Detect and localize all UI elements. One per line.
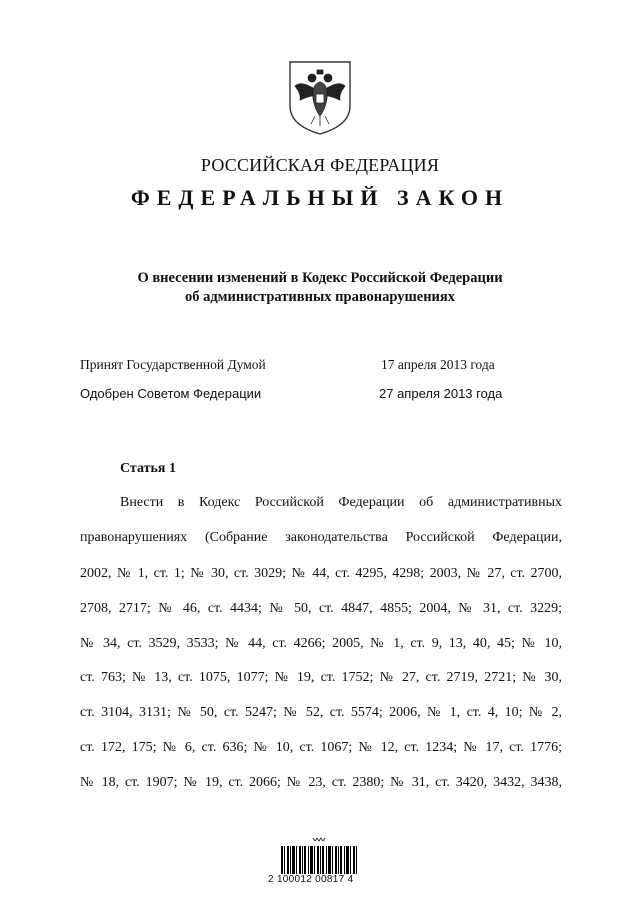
law-title-line: об административных правонарушениях [184, 289, 456, 305]
law-title-line: О внесении изменений в Кодекс Российской Федерации [137, 270, 503, 286]
article-text-line: Внести в Кодекс Российской Федерации об административных [120, 495, 562, 510]
barcode-number: 2 100012 00817 4 [268, 874, 354, 885]
barcode-icon [279, 836, 359, 874]
approved-date: 27 апреля 2013 года [379, 386, 503, 401]
article-text-line: № 34, ст. 3529, 3533; № 44, ст. 4266; 2005, № 1, ст. 9, 13, 40, 45; № 10, [80, 636, 562, 651]
article-text-line: правонарушениях (Собрание законодательства Российской Федерации, [80, 530, 562, 545]
article-text-line: ст. 763; № 13, ст. 1075, 1077; № 19, ст. 1752; № 27, ст. 2719, 2721; № 30, [80, 670, 562, 685]
adopted-date: 17 апреля 2013 года [381, 357, 495, 372]
article-text-line: 2002, № 1, ст. 1; № 30, ст. 3029; № 44, ст. 4295, 4298; 2003, № 27, ст. 2700, [80, 566, 562, 581]
article-heading: Статья 1 [120, 461, 176, 476]
coat-of-arms-icon [286, 58, 354, 136]
article-text-line: № 18, ст. 1907; № 19, ст. 2066; № 23, ст. 2380; № 31, ст. 3420, 3432, 3438, [80, 775, 562, 790]
document-type: ФЕДЕРАЛЬНЫЙ ЗАКОН [130, 185, 510, 210]
adopted-label: Принят Государственной Думой [80, 357, 266, 372]
approved-label: Одобрен Советом Федерации [80, 386, 262, 401]
country-name: РОССИЙСКАЯ ФЕДЕРАЦИЯ [200, 155, 440, 175]
article-text-line: 2708, 2717; № 46, ст. 4434; № 50, ст. 4847, 4855; 2004, № 31, ст. 3229; [80, 601, 562, 616]
article-text-line: ст. 172, 175; № 6, ст. 636; № 10, ст. 1067; № 12, ст. 1234; № 17, ст. 1776; [80, 740, 562, 755]
article-text-line: ст. 3104, 3131; № 50, ст. 5247; № 52, ст. 5574; 2006, № 1, ст. 4, 10; № 2, [80, 705, 562, 720]
